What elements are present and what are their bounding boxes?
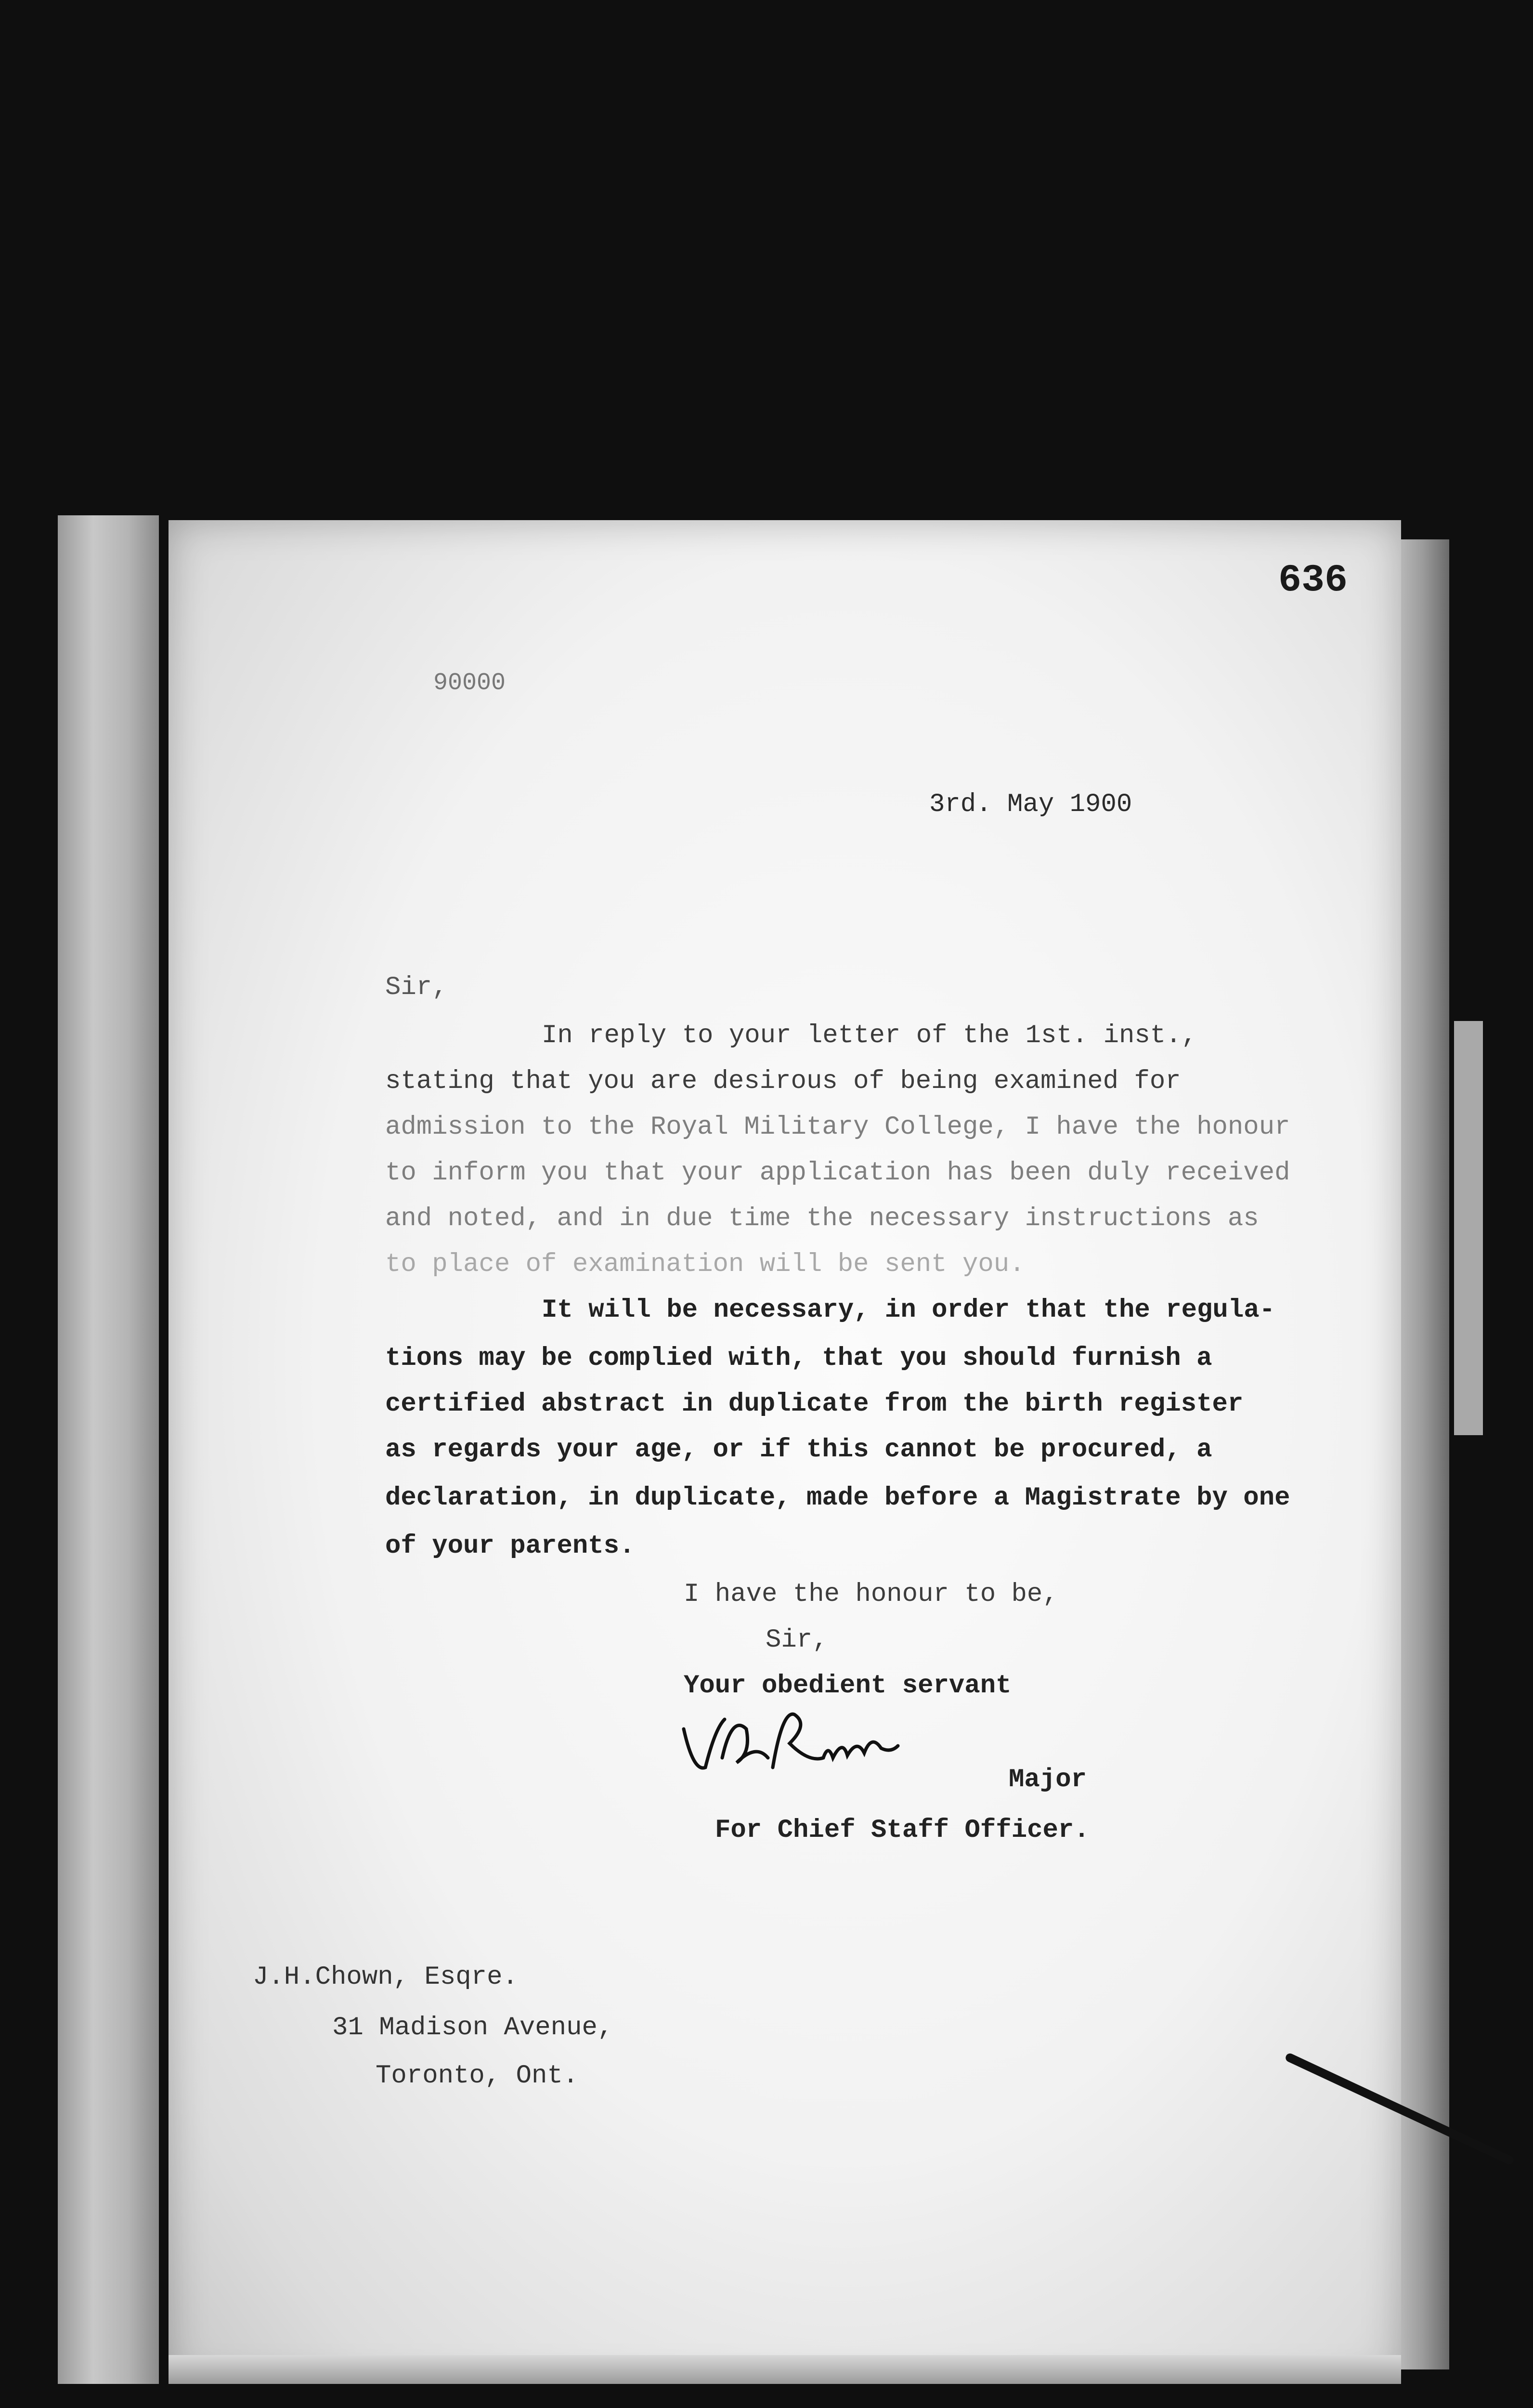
addressee-city: Toronto, Ont.	[376, 2061, 579, 2091]
paragraph1-line: to place of examination will be sent you.	[385, 1250, 1025, 1279]
sheet-bottom-edge	[169, 2355, 1401, 2384]
addressee-name: J.H.Chown, Esqre.	[253, 1963, 518, 1992]
page-number: 636	[1278, 559, 1348, 602]
closing-line: Your obedient servant	[684, 1671, 1012, 1701]
addressee-street: 31 Madison Avenue,	[332, 2013, 613, 2042]
reference-number: 90000	[433, 669, 506, 697]
closing-line: Sir,	[766, 1625, 828, 1655]
signer-rank: Major	[1009, 1765, 1087, 1794]
signer-title: For Chief Staff Officer.	[715, 1816, 1090, 1845]
paragraph2-line: certified abstract in duplicate from the birth register	[385, 1389, 1244, 1419]
paragraph2-line: It will be necessary, in order that the regula-	[542, 1296, 1275, 1325]
paragraph1-line: stating that you are desirous of being examined for	[385, 1067, 1181, 1096]
paragraph2-line: of your parents.	[385, 1531, 635, 1561]
paragraph1-line: to inform you that your application has been duly received	[385, 1158, 1290, 1188]
paragraph1-line: and noted, and in due time the necessary instructions as	[385, 1204, 1259, 1233]
closing-line: I have the honour to be,	[684, 1580, 1058, 1609]
strip-marks	[67, 1300, 125, 1454]
handwritten-signature	[679, 1700, 900, 1787]
paragraph2-line: as regards your age, or if this cannot be procured, a	[385, 1435, 1212, 1465]
paragraph1-line: admission to the Royal Military College, I have the honour	[385, 1112, 1290, 1142]
letter-date: 3rd. May 1900	[929, 790, 1132, 819]
paragraph1-line: In reply to your letter of the 1st. inst.,	[542, 1021, 1197, 1050]
right-page-edge-tab	[1454, 1021, 1483, 1435]
paragraph2-line: declaration, in duplicate, made before a Magistrate by one	[385, 1483, 1290, 1513]
paragraph2-line: tions may be complied with, that you should furnish a	[385, 1344, 1212, 1373]
salutation: Sir,	[385, 973, 448, 1002]
